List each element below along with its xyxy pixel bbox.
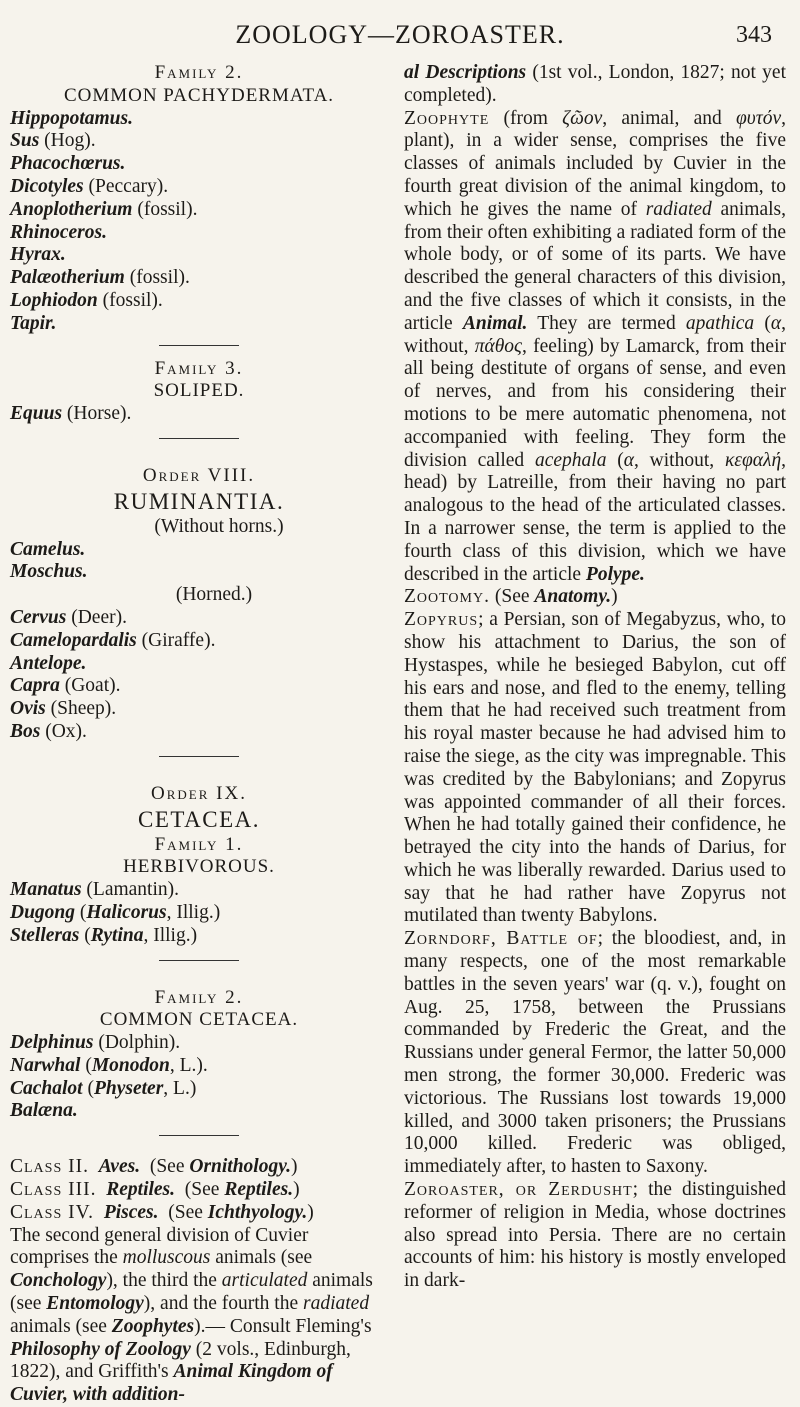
taxon-name: Palæotherium [10, 267, 125, 289]
para-italic: articulated [221, 1270, 308, 1292]
para-text: animals (see [10, 1315, 112, 1337]
entry-zoophyte [404, 108, 786, 587]
class-name: Pisces. [103, 1201, 159, 1223]
taxon-name: Antelope. [10, 652, 87, 674]
taxon-entry [10, 675, 388, 698]
taxon-authority: , Illig.) [143, 924, 198, 946]
class-label: Class IV. [10, 1201, 95, 1223]
taxon-note: ( [82, 1077, 94, 1099]
divider [159, 345, 239, 346]
taxon-name: Stelleras [10, 924, 80, 946]
taxon-name: Sus [10, 130, 40, 152]
order-8-list-hornless [10, 539, 388, 585]
taxon-name: Manatus [10, 879, 82, 901]
taxon-name: Anoplotherium [10, 198, 133, 220]
ref-animal-kingdom: Animal Kingdom of Cuvier, [10, 1361, 333, 1406]
taxon-entry [10, 561, 388, 584]
entry-zootomy [404, 586, 786, 609]
class-name: Reptiles. [106, 1179, 176, 1201]
taxon-note: (fossil). [132, 198, 198, 220]
taxon-name: Camelopardalis [10, 629, 137, 651]
taxon-note: (Giraffe). [136, 629, 216, 651]
running-head: ZOOLOGY—ZOROASTER. [235, 20, 565, 49]
continued-title: al Descriptions [404, 62, 527, 83]
taxon-note: ( [75, 901, 87, 923]
para-text: ; the bloodiest, and, in many respects, one of the most remarkable battles in the seven years' war (q. v.), fought on Aug. 25, 1758, between the Prussians commanded by Frederic the Great, and the Russians under general Fermor, the latter 50,000 men strong, the former 30,000. Frederic was victorious. The Russians lost towards 19,000 killed, and 3000 taken prisoners; the Prussians 10,000 killed. Frederic was obliged, immediately after, to hasten to Saxony. [404, 928, 787, 1178]
class-ref-post: ) [293, 1179, 300, 1201]
para-text: , feeling) by Lamarck, from their all being destitute of organs of sense, and even of nerves, and from his considering their motions to be mere automatic phenomena, not accompanied with feeling. They form the division called [404, 335, 787, 471]
taxon-name: Lophiodon [10, 289, 98, 311]
taxon-note: (Dolphin). [93, 1032, 181, 1054]
para-text: , head) by Latreille, from their having no part analogous to the head of the articulated classes. In a narrower sense, the term is applied to the fourth class of this division, which we have described in the article [404, 449, 786, 585]
para-text: ) [611, 586, 618, 608]
divider [159, 960, 239, 961]
divider [159, 438, 239, 439]
order-9-family-1-heading: Family 1. [154, 833, 244, 855]
order-9-family-1-list [10, 879, 388, 947]
para-text: , plant), in a wider sense, comprises the five classes of animals included by Cuvier in the fourth great division of the animal kingdom, to which he gives the name of [404, 107, 786, 220]
cuvier-paragraph [10, 1225, 388, 1407]
taxon-name: Cervus [10, 606, 67, 628]
entry-zopyrus [404, 609, 786, 928]
para-text: The second general division of Cuvier comprises the [10, 1224, 309, 1269]
taxon-authority: , L.). [169, 1054, 208, 1076]
order-9-family-2-heading: Family 2. [154, 986, 244, 1008]
entry-headword: Zoophyte [404, 107, 490, 129]
para-italic: radiated [303, 1293, 370, 1315]
para-text: ( [754, 312, 771, 334]
class-ref-pre: (See [149, 1156, 190, 1178]
para-text: ( [606, 449, 624, 471]
order-9-family-1-name: HERBIVOROUS. [123, 856, 275, 878]
para-text: animals (see [210, 1247, 313, 1269]
entry-headword: Zopyrus [404, 609, 479, 631]
class-list [10, 1156, 388, 1224]
taxon-entry [10, 879, 388, 902]
taxon-name: Cachalot [10, 1077, 83, 1099]
taxon-entry [10, 1078, 388, 1101]
ref-conchology: Conchology [10, 1270, 107, 1292]
para-text: , animal, and [602, 107, 736, 129]
order-9-heading: Order IX. [151, 782, 247, 804]
entry-zorndorf [404, 928, 786, 1179]
taxon-note: (Hog). [39, 130, 96, 152]
taxon-entry [10, 630, 388, 653]
greek-word: φυτόν [736, 107, 782, 129]
taxon-entry [10, 290, 388, 313]
ref-anatomy: Anatomy. [534, 586, 612, 608]
taxon-name: Dugong [10, 901, 76, 923]
continuation-paragraph [404, 62, 786, 108]
spacer [175, 1179, 185, 1200]
taxon-entry [10, 539, 388, 562]
family-3-name: SOLIPED. [153, 380, 245, 402]
taxon-entry [10, 721, 388, 744]
order-8-subheading-horned: (Horned.) [175, 584, 253, 606]
taxon-entry [10, 403, 388, 426]
left-column [10, 62, 388, 1407]
taxon-entry [10, 267, 388, 290]
greek-word: α [623, 449, 635, 471]
taxon-name: Delphinus [10, 1032, 94, 1054]
divider [159, 1135, 239, 1136]
taxon-synonym: Halicorus [86, 901, 167, 923]
family-2-name: COMMON PACHYDERMATA. [63, 84, 335, 106]
taxon-entry [10, 313, 388, 336]
para-text: ).— Consult Fleming's [194, 1315, 372, 1337]
order-8-subheading-hornless: (Without horns.) [154, 515, 284, 537]
taxon-name: Bos [10, 720, 41, 742]
para-text: (from [489, 107, 563, 129]
order-9-name: CETACEA. [138, 806, 260, 832]
para-text: ), and the fourth the [143, 1293, 303, 1315]
taxon-name: Rhinoceros. [10, 221, 107, 243]
class-entry [10, 1179, 388, 1202]
para-text: , without, [634, 449, 725, 471]
order-8-name: RUMINANTIA. [113, 488, 285, 514]
right-column [404, 62, 786, 1293]
class-ref: Ichthyology. [207, 1201, 308, 1223]
taxon-entry [10, 222, 388, 245]
para-italic: radiated [645, 198, 712, 220]
class-entry [10, 1202, 388, 1225]
taxon-authority: , L.) [163, 1077, 197, 1099]
ref-animal-kingdom-cont: with addition- [67, 1384, 185, 1406]
para-text: animals, from their often exhibiting a radiated form of the whole body, or of some of its parts. We have described the general characters of this division, and the five classes of which it consists, in the article [404, 198, 787, 334]
para-text: (2 vols., Edinburgh, 1822), and Griffith's [10, 1338, 351, 1383]
order-9-family-2-list [10, 1032, 388, 1123]
class-ref: Ornithology. [189, 1156, 292, 1178]
taxon-note: (Sheep). [45, 698, 117, 720]
order-8-list-horned [10, 607, 388, 744]
ref-philosophy-of-zoology: Philosophy of Zoology [10, 1338, 191, 1360]
family-2-list [10, 108, 388, 336]
para-text: ), the third the [106, 1270, 222, 1292]
class-entry [10, 1156, 388, 1179]
para-text: , without, [404, 312, 786, 357]
page-header [0, 0, 800, 60]
taxon-entry [10, 607, 388, 630]
taxon-entry [10, 698, 388, 721]
taxon-note: (fossil). [124, 267, 190, 289]
order-9-family-2-name: COMMON CETACEA. [99, 1009, 299, 1031]
greek-word: κεφαλή [724, 449, 782, 471]
taxon-name: Capra [10, 675, 60, 697]
taxon-name: Moschus. [10, 561, 88, 583]
spacer [159, 1202, 169, 1223]
para-text: animals (see [10, 1270, 373, 1315]
taxon-entry [10, 244, 388, 267]
class-label: Class III. [10, 1179, 97, 1201]
para-italic: apathica [685, 312, 755, 334]
taxon-note: (Deer). [66, 606, 127, 628]
taxon-name: Camelus. [10, 538, 86, 560]
taxon-name: Equus [10, 403, 63, 425]
para-text: (See [489, 586, 535, 608]
taxon-synonym: Physeter [93, 1077, 164, 1099]
taxon-name: Hyrax. [10, 244, 66, 266]
family-3-heading: Family 3. [154, 357, 244, 379]
taxon-authority: , Illig.) [166, 901, 221, 923]
taxon-name: Balæna. [10, 1100, 78, 1122]
para-italic: molluscous [122, 1247, 211, 1269]
taxon-synonym: Monodon [91, 1054, 170, 1076]
taxon-note: (Goat). [59, 675, 121, 697]
family-3-list [10, 403, 388, 426]
para-italic: acephala [534, 449, 607, 471]
taxon-entry [10, 130, 388, 153]
taxon-note: (Horse). [62, 403, 132, 425]
taxon-entry [10, 1032, 388, 1055]
divider [159, 756, 239, 757]
class-ref: Reptiles. [224, 1179, 294, 1201]
entry-headword: Zorndorf, Battle of [404, 928, 598, 950]
order-8-heading: Order VIII. [142, 464, 256, 486]
greek-word: ζῶον [562, 107, 603, 129]
taxon-note: ( [79, 924, 91, 946]
ref-zoophytes: Zoophytes [111, 1315, 195, 1337]
entry-headword: Zootomy. [404, 586, 490, 608]
class-name: Aves. [98, 1156, 141, 1178]
para-text: ; a Persian, son of Megabyzus, who, to show his attachment to Darius, the son of Hystaspes, while he besieged Babylon, cut off his ears and nose, and fled to the enemy, telling them that he had received such treatment from his royal master because he had advised him to raise the siege, as the city was impregnable. This was credited by the Babylonians; and Zopyrus was appointed commander of all their forces. When he had totally gained their confidence, he betrayed the city into the hands of Darius, for which he was liberally rewarded. Darius used to say that he had rather have Zopyrus not mutilated than twenty Babylons. [404, 609, 786, 927]
entry-headword: Zoroaster, or Zerdusht [404, 1179, 633, 1201]
para-text: ; the distinguished reformer of religion in Media, whose doctrines also spread into Persia. There are no certain accounts of him: his history is mostly enveloped in dark- [404, 1179, 786, 1292]
entry-zoroaster [404, 1179, 786, 1293]
spacer [96, 1179, 106, 1200]
spacer [140, 1156, 150, 1177]
taxon-note: (Peccary). [83, 175, 169, 197]
taxon-note: (Lamantin). [81, 879, 180, 901]
greek-word: α [770, 312, 782, 334]
taxon-entry [10, 108, 388, 131]
class-label: Class II. [10, 1156, 89, 1178]
taxon-name: Narwhal [10, 1054, 81, 1076]
taxon-name: Dicotyles [10, 175, 84, 197]
ref-animal: Animal. [462, 312, 528, 334]
class-ref-post: ) [307, 1201, 314, 1223]
greek-word: πάθος [474, 335, 522, 357]
taxon-synonym: Rytina [90, 924, 144, 946]
family-2-heading: Family 2. [154, 62, 244, 83]
taxon-note: (fossil). [97, 289, 163, 311]
taxon-entry [10, 1100, 388, 1123]
taxon-note: ( [80, 1054, 92, 1076]
taxon-entry [10, 176, 388, 199]
ref-entomology: Entomology [46, 1293, 144, 1315]
taxon-entry [10, 1055, 388, 1078]
spacer [94, 1202, 104, 1223]
taxon-entry [10, 653, 388, 676]
taxon-name: Phacochœrus. [10, 153, 126, 175]
taxon-name: Tapir. [10, 312, 57, 334]
class-ref-post: ) [291, 1156, 298, 1178]
spacer [89, 1156, 99, 1177]
taxon-entry [10, 925, 388, 948]
ref-polype: Polype. [585, 563, 645, 585]
taxon-name: Hippopotamus. [10, 107, 133, 129]
taxon-entry [10, 902, 388, 925]
page-number: 343 [736, 22, 772, 48]
taxon-entry [10, 199, 388, 222]
para-text: They are termed [527, 312, 686, 334]
taxon-entry [10, 153, 388, 176]
class-ref-pre: (See [184, 1179, 225, 1201]
class-ref-pre: (See [168, 1201, 208, 1223]
taxon-name: Ovis [10, 698, 46, 720]
para-text: (1st vol., London, 1827; not yet completed). [404, 62, 786, 106]
taxon-note: (Ox). [40, 720, 87, 742]
